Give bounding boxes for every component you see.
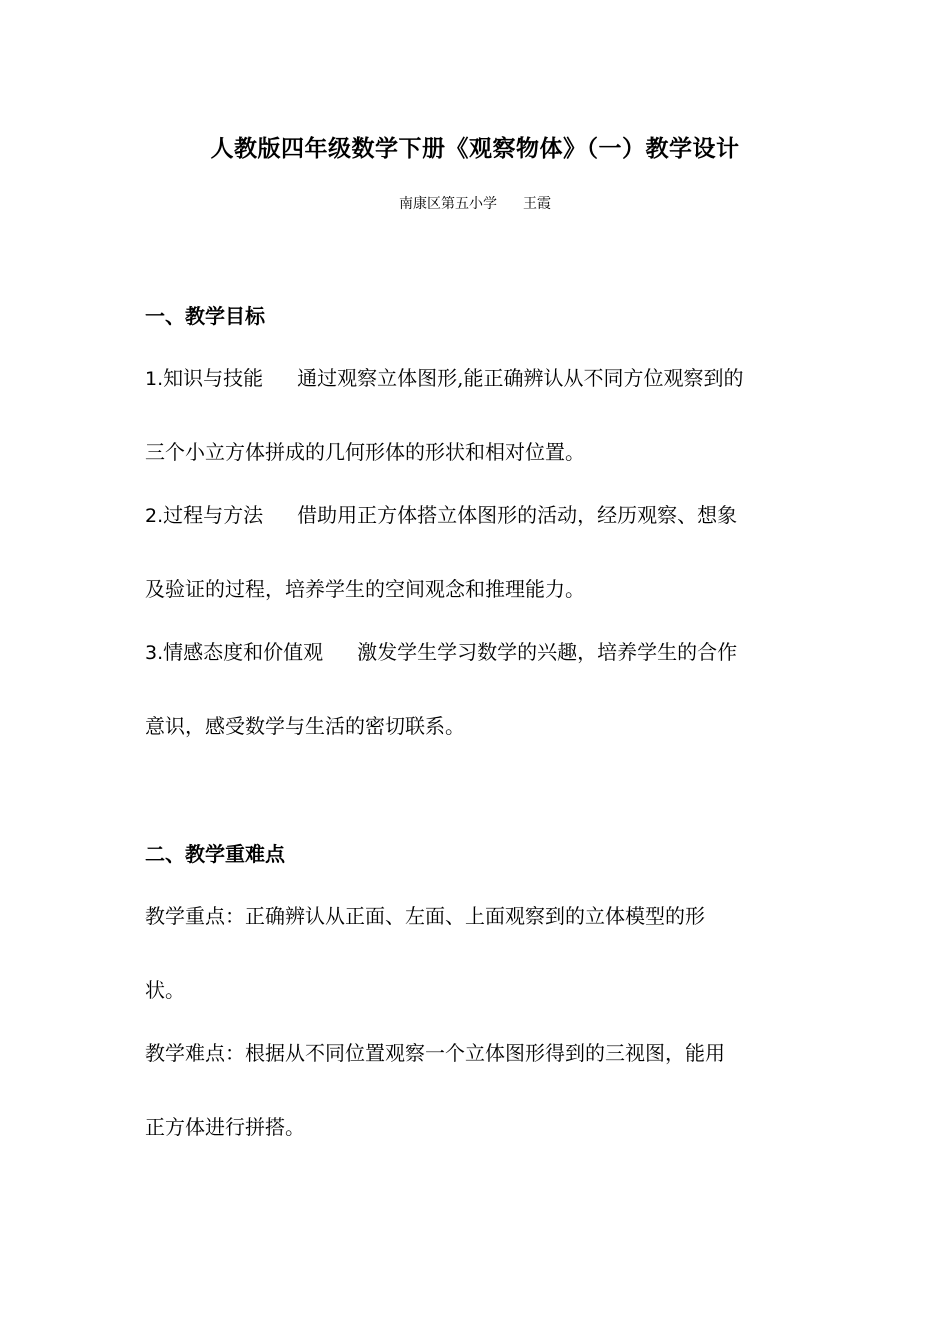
goal-3-label: 情感态度和价值观 — [163, 640, 324, 664]
document-title: 人教版四年级数学下册《观察物体》（一）教学设计 — [210, 135, 740, 162]
goal-1-number: 1. — [145, 368, 164, 390]
goal-1-text: 通过观察立体图形,能正确辨认从不同方位观察到的 — [297, 366, 744, 390]
author-line — [0, 193, 950, 213]
goal-1-label: 知识与技能 — [163, 366, 264, 390]
goal-3-line-1 — [145, 636, 810, 665]
goal-1-line-1 — [145, 362, 810, 391]
school-name: 南康区第五小学 — [399, 196, 497, 212]
goal-3-number: 3. — [145, 642, 164, 664]
goal-2-label: 过程与方法 — [163, 503, 264, 527]
key-point-line-1: 教学重点：正确辨认从正面、左面、上面观察到的立体模型的形 — [145, 904, 705, 928]
goal-2-line-1 — [145, 499, 810, 528]
goal-3-line-2: 意识，感受数学与生活的密切联系。 — [145, 714, 465, 738]
goal-2-line-2: 及验证的过程，培养学生的空间观念和推理能力。 — [145, 577, 585, 601]
goal-3-text: 激发学生学习数学的兴趣，培养学生的合作 — [357, 640, 738, 664]
section-1-heading: 一、教学目标 — [145, 304, 265, 328]
goal-2-text: 借助用正方体搭立体图形的活动，经历观察、想象 — [297, 503, 738, 527]
goal-2-number: 2. — [145, 505, 164, 527]
key-point-line-2: 状。 — [145, 978, 185, 1002]
author-name: 王霞 — [523, 196, 551, 212]
difficulty-line-1: 教学难点：根据从不同位置观察一个立体图形得到的三视图，能用 — [145, 1041, 725, 1065]
section-2-heading: 二、教学重难点 — [145, 842, 285, 866]
difficulty-line-2: 正方体进行拼搭。 — [145, 1115, 305, 1139]
goal-1-line-2: 三个小立方体拼成的几何形体的形状和相对位置。 — [145, 440, 585, 464]
